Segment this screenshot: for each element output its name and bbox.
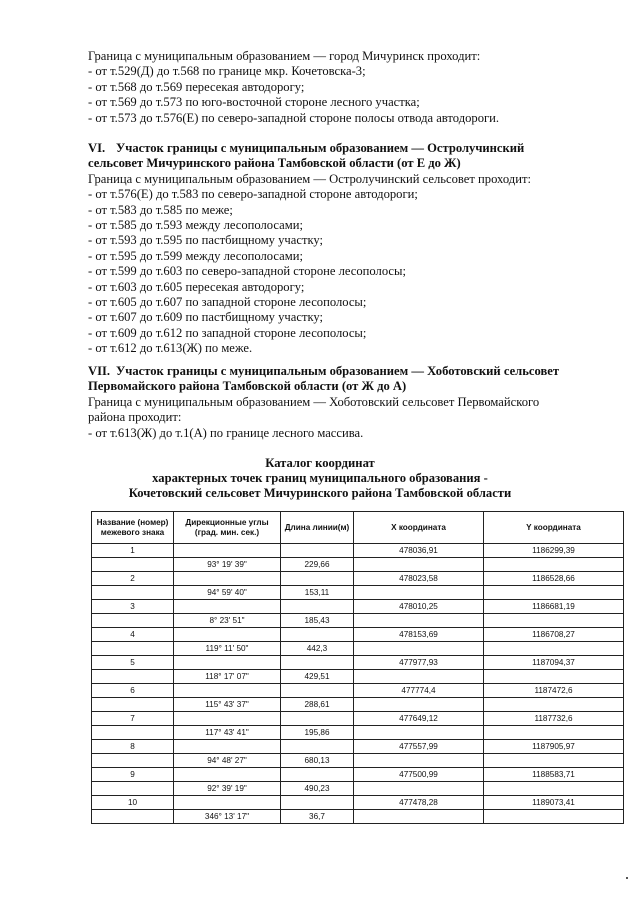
table-row bbox=[92, 782, 624, 796]
empty-cell bbox=[354, 642, 484, 656]
table-body bbox=[92, 544, 624, 824]
angle-cell: 94° 48' 27" bbox=[174, 754, 281, 768]
text-line: - от т.593 до т.595 по пастбищному участку; bbox=[88, 233, 324, 248]
text-line: - от т.573 до т.576(Е) по северо-западной стороне полосы отвода автодороги. bbox=[88, 110, 500, 125]
empty-cell bbox=[354, 670, 484, 684]
empty-cell bbox=[484, 754, 624, 768]
table-row bbox=[92, 698, 624, 712]
x-coordinate-cell: 477500,99 bbox=[354, 768, 484, 782]
text-line: - от т.603 до т.605 пересекая автодорогу; bbox=[88, 279, 305, 294]
section-number: VII. bbox=[88, 364, 111, 378]
angle-cell: 92° 39' 19" bbox=[174, 782, 281, 796]
page-mark bbox=[626, 877, 628, 879]
y-coordinate-cell: 1186681,19 bbox=[484, 600, 624, 614]
empty-cell bbox=[354, 754, 484, 768]
catalog-title: Каталог координат bbox=[265, 456, 375, 470]
empty-cell bbox=[281, 600, 354, 614]
y-coordinate-cell: 1186528,66 bbox=[484, 572, 624, 586]
empty-cell bbox=[92, 558, 174, 572]
x-coordinate-cell: 478036,91 bbox=[354, 544, 484, 558]
empty-cell bbox=[92, 754, 174, 768]
table-row bbox=[92, 740, 624, 754]
length-cell: 429,51 bbox=[281, 670, 354, 684]
text-line: - от т.529(Д) до т.568 по границе мкр. Кочетовска-3; bbox=[88, 64, 366, 79]
length-cell: 195,86 bbox=[281, 726, 354, 740]
x-coordinate-cell: 477478,28 bbox=[354, 796, 484, 810]
table-row bbox=[92, 642, 624, 656]
angle-cell: 8° 23' 51" bbox=[174, 614, 281, 628]
empty-cell bbox=[174, 572, 281, 586]
point-name-cell: 3 bbox=[92, 600, 174, 614]
y-coordinate-cell: 1188583,71 bbox=[484, 768, 624, 782]
text-line: района проходит: bbox=[88, 410, 182, 425]
empty-cell bbox=[92, 670, 174, 684]
empty-cell bbox=[484, 726, 624, 740]
angle-cell: 93° 19' 39" bbox=[174, 558, 281, 572]
header-name: Название (номер) межевого знака bbox=[92, 512, 174, 544]
y-coordinate-cell: 1186299,39 bbox=[484, 544, 624, 558]
text-line: Граница с муниципальным образованием — Остролучинский сельсовет проходит: bbox=[88, 171, 531, 186]
y-coordinate-cell: 1189073,41 bbox=[484, 796, 624, 810]
empty-cell bbox=[174, 656, 281, 670]
empty-cell bbox=[354, 558, 484, 572]
x-coordinate-cell: 477649,12 bbox=[354, 712, 484, 726]
length-cell: 153,11 bbox=[281, 586, 354, 600]
text-line: - от т.583 до т.585 по меже; bbox=[88, 202, 233, 217]
empty-cell bbox=[281, 796, 354, 810]
angle-cell: 94° 59' 40" bbox=[174, 586, 281, 600]
x-coordinate-cell: 477557,99 bbox=[354, 740, 484, 754]
table-row bbox=[92, 614, 624, 628]
section-number: VI. bbox=[88, 141, 106, 155]
angle-cell: 117° 43' 41" bbox=[174, 726, 281, 740]
x-coordinate-cell: 478153,69 bbox=[354, 628, 484, 642]
y-coordinate-cell: 1186708,27 bbox=[484, 628, 624, 642]
point-name-cell: 7 bbox=[92, 712, 174, 726]
empty-cell bbox=[92, 810, 174, 824]
section-heading-cont: сельсовет Мичуринского района Тамбовской области (от Е до Ж) bbox=[88, 156, 461, 171]
empty-cell bbox=[354, 586, 484, 600]
section-vi bbox=[88, 141, 608, 357]
table-row bbox=[92, 726, 624, 740]
table-row bbox=[92, 600, 624, 614]
header-angles: Дирекционные углы (град. мин. сек.) bbox=[174, 512, 281, 544]
text-line: Граница с муниципальным образованием — Хоботовский сельсовет Первомайского bbox=[88, 394, 540, 409]
x-coordinate-cell: 477977,93 bbox=[354, 656, 484, 670]
empty-cell bbox=[92, 586, 174, 600]
heading-text: Участок границы с муниципальным образованием — Хоботовский сельсовет bbox=[116, 364, 560, 378]
table-row bbox=[92, 810, 624, 824]
point-name-cell: 10 bbox=[92, 796, 174, 810]
text-line: - от т.609 до т.612 по западной стороне лесополосы; bbox=[88, 325, 367, 340]
text-line: - от т.595 до т.599 между лесополосами; bbox=[88, 248, 303, 263]
empty-cell bbox=[354, 614, 484, 628]
table-row bbox=[92, 572, 624, 586]
y-coordinate-cell: 1187732,6 bbox=[484, 712, 624, 726]
angle-cell: 115° 43' 37" bbox=[174, 698, 281, 712]
text-line: - от т.585 до т.593 между лесополосами; bbox=[88, 218, 303, 233]
x-coordinate-cell: 478023,58 bbox=[354, 572, 484, 586]
empty-cell bbox=[174, 740, 281, 754]
table-row bbox=[92, 754, 624, 768]
empty-cell bbox=[484, 698, 624, 712]
table-row bbox=[92, 684, 624, 698]
empty-cell bbox=[174, 684, 281, 698]
empty-cell bbox=[484, 810, 624, 824]
point-name-cell: 6 bbox=[92, 684, 174, 698]
header-length: Длина линии(м) bbox=[281, 512, 354, 544]
empty-cell bbox=[354, 698, 484, 712]
section-vii bbox=[88, 364, 608, 441]
text-line: - от т.599 до т.603 по северо-западной стороне лесополосы; bbox=[88, 264, 406, 279]
length-cell: 680,13 bbox=[281, 754, 354, 768]
table-row bbox=[92, 544, 624, 558]
table-row bbox=[92, 768, 624, 782]
empty-cell bbox=[484, 614, 624, 628]
empty-cell bbox=[281, 628, 354, 642]
section-heading-cont: Первомайского района Тамбовской области (от Ж до А) bbox=[88, 379, 407, 394]
table-row bbox=[92, 628, 624, 642]
empty-cell bbox=[92, 698, 174, 712]
text-line: - от т.607 до т.609 по пастбищному участку; bbox=[88, 310, 324, 325]
text-line: - от т.612 до т.613(Ж) по меже. bbox=[88, 341, 253, 356]
empty-cell bbox=[484, 586, 624, 600]
empty-cell bbox=[92, 726, 174, 740]
point-name-cell: 9 bbox=[92, 768, 174, 782]
empty-cell bbox=[174, 712, 281, 726]
empty-cell bbox=[354, 726, 484, 740]
point-name-cell: 5 bbox=[92, 656, 174, 670]
header-y: Y координата bbox=[484, 512, 624, 544]
empty-cell bbox=[354, 810, 484, 824]
length-cell: 36,7 bbox=[281, 810, 354, 824]
angle-cell: 119° 11' 50" bbox=[174, 642, 281, 656]
empty-cell bbox=[281, 544, 354, 558]
empty-cell bbox=[484, 670, 624, 684]
y-coordinate-cell: 1187094,37 bbox=[484, 656, 624, 670]
text-line: - от т.569 до т.573 по юго-восточной стороне лесного участка; bbox=[88, 95, 420, 110]
text-line: Граница с муниципальным образованием — город Мичуринск проходит: bbox=[88, 49, 481, 63]
empty-cell bbox=[92, 782, 174, 796]
table-header-row bbox=[92, 512, 624, 544]
empty-cell bbox=[174, 544, 281, 558]
y-coordinate-cell: 1187472,6 bbox=[484, 684, 624, 698]
x-coordinate-cell: 477774,4 bbox=[354, 684, 484, 698]
table-row bbox=[92, 670, 624, 684]
point-name-cell: 4 bbox=[92, 628, 174, 642]
point-name-cell: 2 bbox=[92, 572, 174, 586]
catalog-subtitle: Кочетовский сельсовет Мичуринского района Тамбовской области bbox=[128, 486, 512, 500]
empty-cell bbox=[281, 740, 354, 754]
empty-cell bbox=[484, 782, 624, 796]
empty-cell bbox=[92, 614, 174, 628]
empty-cell bbox=[281, 712, 354, 726]
table-row bbox=[92, 586, 624, 600]
coordinates-table bbox=[91, 511, 624, 824]
empty-cell bbox=[174, 796, 281, 810]
length-cell: 288,61 bbox=[281, 698, 354, 712]
text-line: - от т.613(Ж) до т.1(А) по границе лесного массива. bbox=[88, 425, 364, 440]
y-coordinate-cell: 1187905,97 bbox=[484, 740, 624, 754]
empty-cell bbox=[92, 642, 174, 656]
angle-cell: 346° 13' 17" bbox=[174, 810, 281, 824]
empty-cell bbox=[281, 656, 354, 670]
table-row bbox=[92, 796, 624, 810]
empty-cell bbox=[354, 782, 484, 796]
heading-text: Участок границы с муниципальным образованием — Остролучинский bbox=[116, 141, 525, 155]
angle-cell: 118° 17' 07" bbox=[174, 670, 281, 684]
empty-cell bbox=[281, 572, 354, 586]
x-coordinate-cell: 478010,25 bbox=[354, 600, 484, 614]
empty-cell bbox=[281, 768, 354, 782]
table-row bbox=[92, 558, 624, 572]
intro-section bbox=[88, 49, 608, 126]
length-cell: 185,43 bbox=[281, 614, 354, 628]
empty-cell bbox=[484, 642, 624, 656]
text-line: - от т.605 до т.607 по западной стороне лесополосы; bbox=[88, 295, 367, 310]
empty-cell bbox=[174, 628, 281, 642]
point-name-cell: 8 bbox=[92, 740, 174, 754]
length-cell: 229,66 bbox=[281, 558, 354, 572]
table-row bbox=[92, 712, 624, 726]
section-heading bbox=[88, 141, 608, 156]
table-row bbox=[92, 656, 624, 670]
header-x: X координата bbox=[354, 512, 484, 544]
catalog-subtitle: характерных точек границ муниципального образования - bbox=[152, 471, 488, 485]
empty-cell bbox=[174, 768, 281, 782]
empty-cell bbox=[484, 558, 624, 572]
text-line: - от т.576(Е) до т.583 по северо-западной стороне автодороги; bbox=[88, 187, 418, 202]
empty-cell bbox=[174, 600, 281, 614]
section-heading bbox=[88, 364, 608, 379]
empty-cell bbox=[281, 684, 354, 698]
length-cell: 442,3 bbox=[281, 642, 354, 656]
text-line: - от т.568 до т.569 пересекая автодорогу; bbox=[88, 79, 305, 94]
length-cell: 490,23 bbox=[281, 782, 354, 796]
point-name-cell: 1 bbox=[92, 544, 174, 558]
